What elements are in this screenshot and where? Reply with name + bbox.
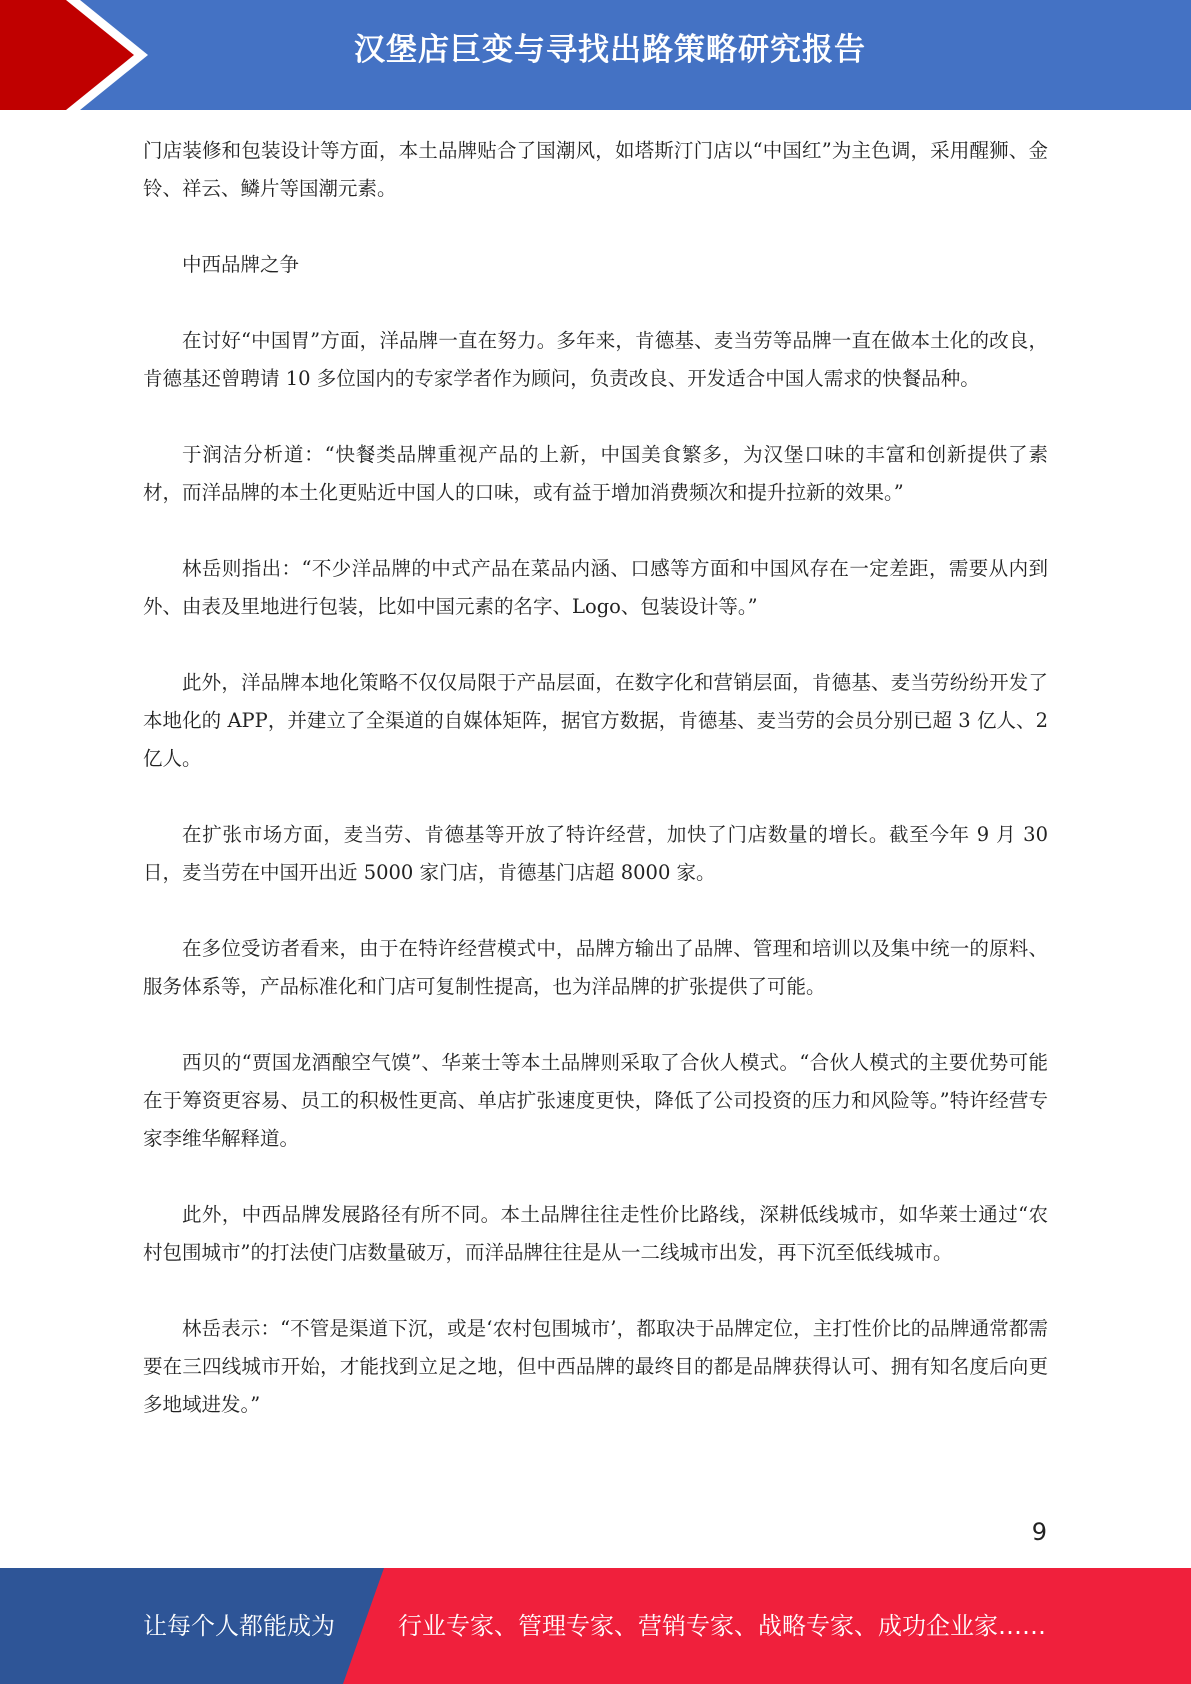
paragraph: 此外，洋品牌本地化策略不仅仅局限于产品层面，在数字化和营销层面，肯德基、麦当劳纷纷开发了本地化的 APP，并建立了全渠道的自媒体矩阵，据官方数据，肯德基、麦当劳的会员分别已超 3 亿人、2 亿人。 (143, 671, 1048, 770)
page-header (0, 0, 1191, 110)
paragraph: 此外，中西品牌发展路径有所不同。本土品牌往往走性价比路线，深耕低线城市，如华莱士通过“农村包围城市”的打法使门店数量破万，而洋品牌往往是从一二线城市出发，再下沉至低线城市。 (143, 1203, 1048, 1264)
footer-slogan-right: 行业专家、管理专家、营销专家、战略专家、成功企业家…… (398, 1612, 1046, 1640)
article-body (143, 132, 1048, 1462)
page-footer (0, 1568, 1191, 1684)
paragraph: 在讨好“中国胃”方面，洋品牌一直在努力。多年来，肯德基、麦当劳等品牌一直在做本土化的改良，肯德基还曾聘请 10 多位国内的专家学者作为顾问，负责改良、开发适合中国人需求的快餐品种。 (143, 329, 1048, 390)
paragraph: 于润洁分析道：“快餐类品牌重视产品的上新，中国美食繁多，为汉堡口味的丰富和创新提供了素材，而洋品牌的本土化更贴近中国人的口味，或有益于增加消费频次和提升拉新的效果。” (143, 443, 1048, 504)
section-heading: 中西品牌之争 (182, 253, 300, 276)
paragraph: 林岳表示：“不管是渠道下沉，或是‘农村包围城市’，都取决于品牌定位，主打性价比的品牌通常都需要在三四线城市开始，才能找到立足之地，但中西品牌的最终目的都是品牌获得认可、拥有知名度后向更多地域进发。” (143, 1317, 1048, 1416)
paragraph: 在多位受访者看来，由于在特许经营模式中，品牌方输出了品牌、管理和培训以及集中统一的原料、服务体系等，产品标准化和门店可复制性提高，也为洋品牌的扩张提供了可能。 (143, 937, 1048, 998)
footer-slogan-left: 让每个人都能成为 (143, 1612, 335, 1640)
page-number: 9 (1031, 1518, 1047, 1546)
paragraph: 在扩张市场方面，麦当劳、肯德基等开放了特许经营，加快了门店数量的增长。截至今年 9 月 30 日，麦当劳在中国开出近 5000 家门店，肯德基门店超 8000 家。 (143, 823, 1048, 884)
paragraph: 西贝的“贾国龙酒酿空气馍”、华莱士等本土品牌则采取了合伙人模式。“合伙人模式的主要优势可能在于筹资更容易、员工的积极性更高、单店扩张速度更快，降低了公司投资的压力和风险等。”特许经营专家李维华解释道。 (143, 1051, 1048, 1150)
paragraph: 林岳则指出：“不少洋品牌的中式产品在菜品内涵、口感等方面和中国风存在一定差距，需要从内到外、由表及里地进行包装，比如中国元素的名字、Logo、包装设计等。” (143, 557, 1048, 618)
report-title: 汉堡店巨变与寻找出路策略研究报告 (354, 32, 866, 68)
paragraph: 门店装修和包装设计等方面，本土品牌贴合了国潮风，如塔斯汀门店以“中国红”为主色调，采用醒狮、金铃、祥云、鳞片等国潮元素。 (143, 139, 1048, 200)
